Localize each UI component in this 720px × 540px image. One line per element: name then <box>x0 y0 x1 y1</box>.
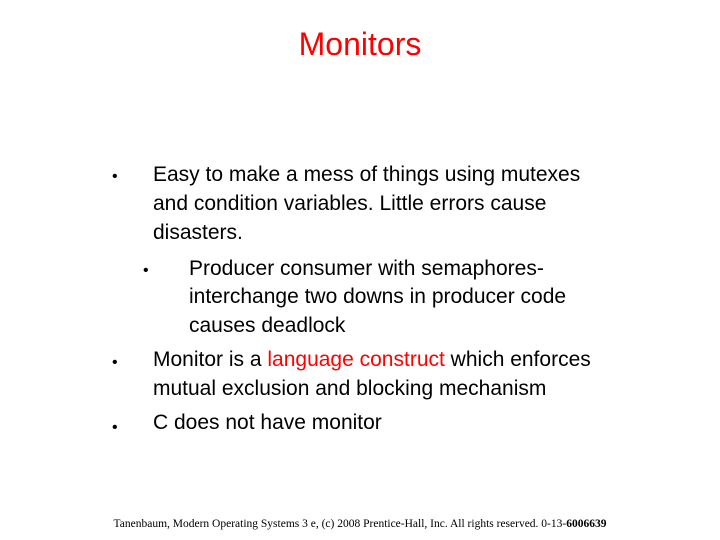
sub-bullet-line-1: Producer consumer with semaphores- <box>189 257 544 280</box>
sub-bullet-marker: • <box>143 262 149 279</box>
language-construct-highlight: language construct <box>267 348 445 371</box>
bullet-2-line-2: mutual exclusion and blocking mechanism <box>153 377 547 400</box>
bullet-1-line-3: disasters. <box>153 221 243 244</box>
bullet-3-line-1: C does not have monitor <box>153 411 382 434</box>
slide-title: Monitors <box>298 26 422 62</box>
bullet-1-line-2: and condition variables. Little errors cause <box>153 192 547 215</box>
bullet-1-line-1: Easy to make a mess of things using mutexes <box>153 163 581 186</box>
copyright-footer <box>0 517 720 531</box>
sub-bullet-line-2: interchange two downs in producer code <box>189 285 567 308</box>
bullet-2-text-before: Monitor is a <box>153 348 268 371</box>
bullet-2-line-1 <box>153 345 591 374</box>
bullet-2-text-after: which enforces <box>444 348 591 371</box>
bullet-marker: • <box>112 168 118 185</box>
bullet-marker: • <box>112 419 118 436</box>
footer-isbn-bold: 6006639 <box>566 518 607 530</box>
bullet-marker: • <box>112 354 118 371</box>
sub-bullet-line-3: causes deadlock <box>189 314 346 337</box>
footer-text: Tanenbaum, Modern Operating Systems 3 e, (c) 2008 Prentice-Hall, Inc. All rights reserved. 0-13- <box>113 518 567 530</box>
